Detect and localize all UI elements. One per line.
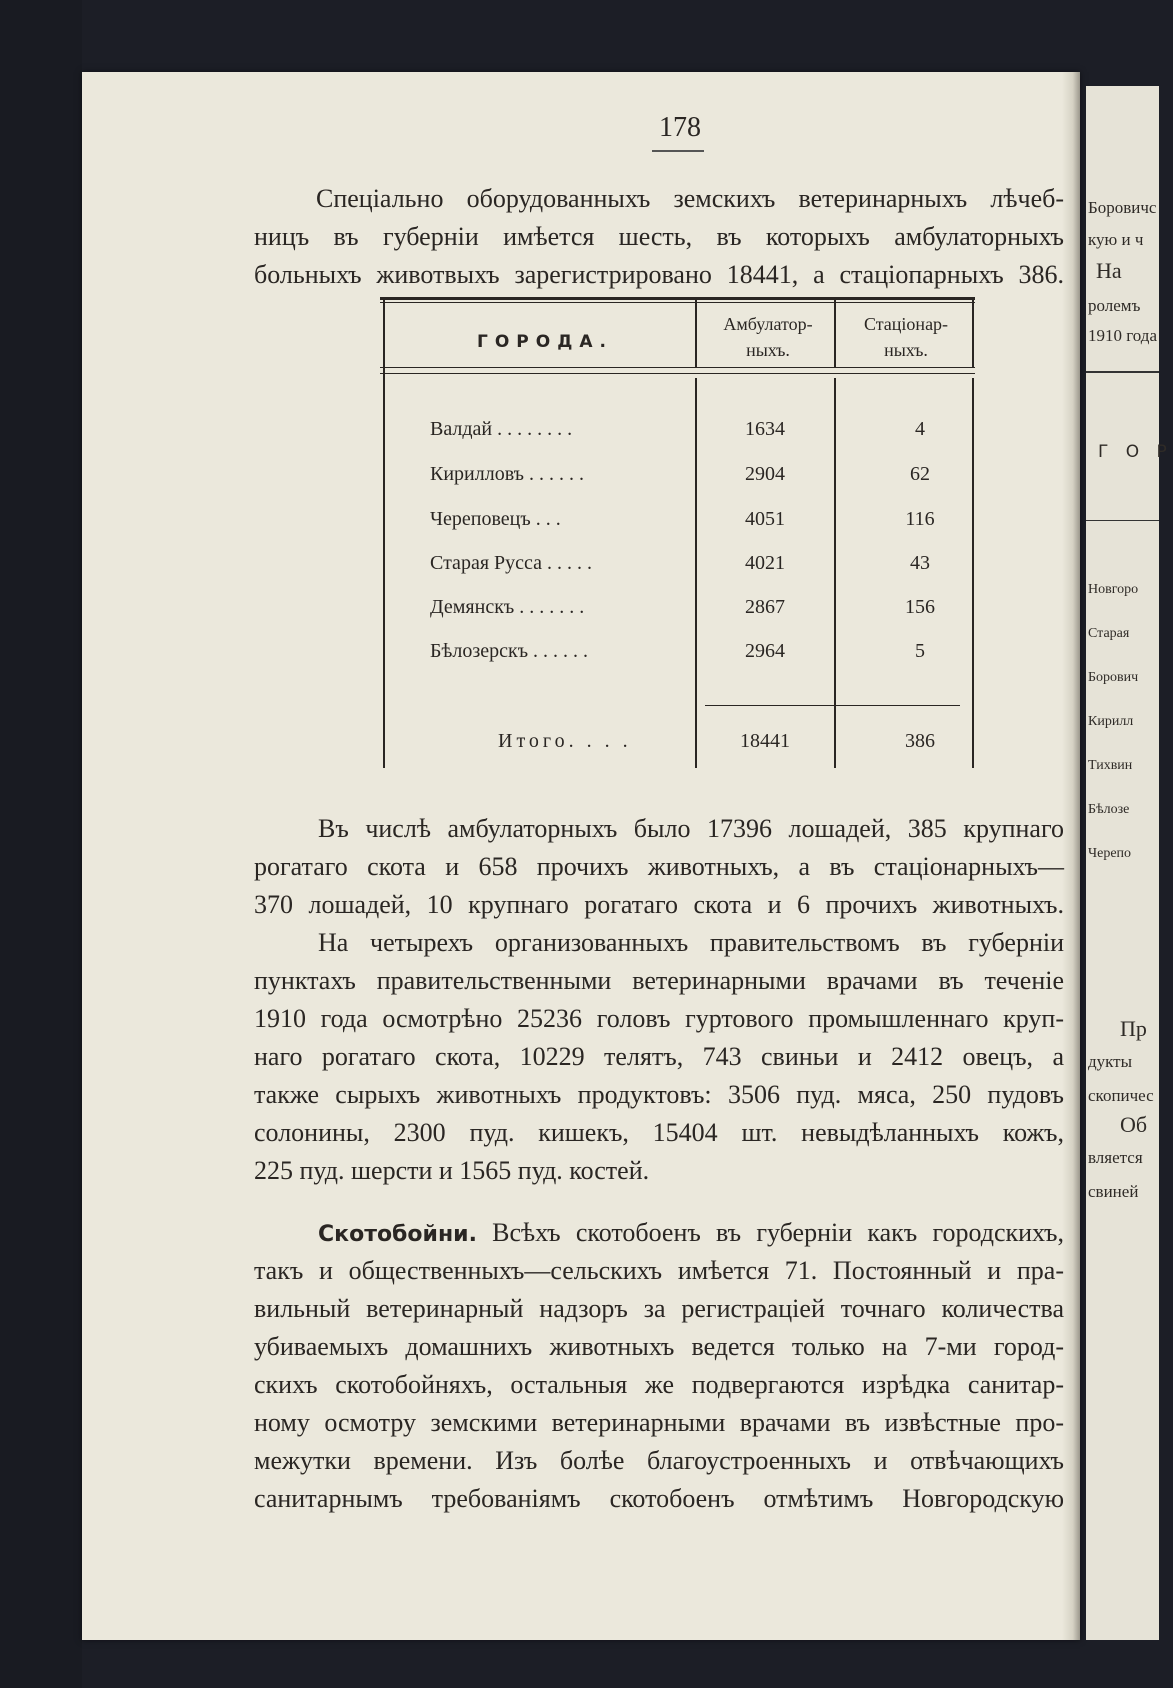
adjacent-text: Старая [1088, 626, 1130, 641]
stationary-count: 116 [905, 508, 935, 530]
adjacent-text: ролемъ [1088, 296, 1141, 315]
page-number-ornament [652, 150, 704, 152]
intro-line: ницъ въ губерніи имѣется шесть, въ которыхъ амбулаторныхъ [254, 222, 1064, 251]
section-title: Скотобойни. [318, 1222, 477, 1247]
adjacent-rule [1086, 520, 1159, 521]
paragraph-line: солонины, 2300 пуд. кишекъ, 15404 шт. невыдѣланныхъ кожъ, [254, 1118, 1064, 1147]
adjacent-text: 1910 года [1088, 326, 1158, 345]
paragraph-line: скихъ скотобойняхъ, остальныя же подвергаются изрѣдка санитар- [254, 1370, 1064, 1399]
adjacent-text: Черепо [1088, 846, 1132, 861]
city-name: Бѣлозерскъ . . . . . . [430, 640, 589, 662]
table-rule [380, 373, 975, 374]
paragraph-line: убиваемыхъ домашнихъ животныхъ ведется только на 7-ми город- [254, 1332, 1064, 1361]
adjacent-text: Тихвин [1088, 758, 1133, 773]
table-rule [380, 297, 975, 300]
paragraph-line: пунктахъ правительственными ветеринарными врачами въ теченіе [254, 966, 1064, 995]
ambulatory-count: 1634 [745, 418, 785, 440]
intro-line: Спеціально оборудованныхъ земскихъ ветеринарныхъ лѣчеб- [316, 184, 1064, 213]
header-ambulatory: Амбулатор- ныхъ. [723, 314, 813, 360]
adjacent-text: свиней [1088, 1182, 1139, 1201]
paragraph-line: 370 лошадей, 10 крупнаго рогатаго скота и 6 прочихъ животныхъ. [254, 890, 1064, 919]
paragraph-line: 225 пуд. шерсти и 1565 пуд. костей. [254, 1156, 650, 1185]
stationary-count: 62 [910, 463, 930, 485]
header-stationary: Стаціонар- ныхъ. [863, 314, 949, 360]
paragraph-line: межутки времени. Изъ болѣе благоустроенныхъ и отвѣчающихъ [254, 1446, 1064, 1475]
adjacent-text: кую и ч [1088, 230, 1144, 249]
ambulatory-count: 2867 [745, 596, 785, 618]
table-column-divider [695, 300, 697, 368]
city-name: Старая Русса . . . . . [430, 552, 593, 574]
city-name: Демянскъ . . . . . . . [430, 596, 585, 618]
paragraph-line: На четырехъ организованныхъ правительствомъ въ губерніи [318, 928, 1064, 957]
paragraph-line: Всѣхъ скотобоенъ въ губерніи какъ городскихъ, [492, 1218, 1064, 1247]
table-column-divider [834, 378, 836, 768]
adjacent-text: Кирилл [1088, 714, 1134, 729]
paragraph-line: наго рогатаго скота, 10229 телятъ, 743 свиньи и 2412 овецъ, а [254, 1042, 1064, 1071]
paragraph-line: санитарнымъ требованіямъ скотобоенъ отмѣтимъ Новгородскую [254, 1484, 1064, 1513]
paragraph-line: Въ числѣ амбулаторныхъ было 17396 лошадей, 385 крупнаго [318, 814, 1064, 843]
city-name: Валдай . . . . . . . . [430, 418, 573, 440]
header-cities: ГОРОДА. [477, 332, 613, 352]
adjacent-text: Г О Р [1098, 442, 1173, 462]
ambulatory-count: 2964 [745, 640, 785, 662]
adjacent-text: Пр [1120, 1016, 1147, 1041]
section-first-line [254, 1214, 1064, 1254]
adjacent-page [1086, 86, 1173, 1640]
adjacent-text: вляется [1088, 1148, 1143, 1167]
table-rule [705, 705, 960, 706]
paragraph-line: ному осмотру земскими ветеринарными врачами въ извѣстные про- [254, 1408, 1064, 1437]
adjacent-rule [1086, 371, 1159, 373]
page-gutter [1062, 72, 1080, 1640]
ambulatory-count: 4021 [745, 552, 785, 574]
total-stationary: 386 [905, 730, 935, 752]
city-name: Кирилловъ . . . . . . [430, 463, 584, 485]
stationary-count: 4 [915, 418, 925, 440]
paragraph-line: также сырыхъ животныхъ продуктовъ: 3506 пуд. мяса, 250 пудовъ [254, 1080, 1064, 1109]
adjacent-text: Борович [1088, 670, 1139, 685]
paragraph-line: вильный ветеринарный надзоръ за регистраціей точнаго количества [254, 1294, 1064, 1323]
adjacent-text: дукты [1088, 1052, 1133, 1071]
adjacent-text: На [1096, 258, 1122, 283]
page-number: 178 [659, 112, 701, 143]
intro-line: больныхъ животвыхъ зарегистрировано 18441, а стаціопарныхъ 386. [254, 260, 1064, 289]
table-column-divider [695, 378, 697, 768]
adjacent-text: Боровичс [1088, 198, 1157, 217]
adjacent-text: Бѣлозе [1088, 802, 1130, 817]
stationary-count: 43 [910, 552, 930, 574]
paragraph-line: 1910 года осмотрѣно 25236 головъ гуртового промышленнаго круп- [254, 1004, 1064, 1033]
stationary-count: 5 [915, 640, 925, 662]
total-ambulatory: 18441 [740, 730, 790, 752]
table-rule [380, 302, 975, 303]
stationary-count: 156 [905, 596, 935, 618]
table-rule [380, 367, 975, 368]
total-label: Итого. . . . [498, 730, 632, 752]
ambulatory-count: 4051 [745, 508, 785, 530]
ambulatory-count: 2904 [745, 463, 785, 485]
paragraph-line: такъ и общественныхъ—сельскихъ имѣется 71. Постоянный и пра- [254, 1256, 1064, 1285]
scan-background [0, 0, 82, 1688]
city-name: Череповецъ . . . [430, 508, 561, 530]
adjacent-text: Новгоро [1088, 582, 1139, 597]
adjacent-text: Об [1120, 1112, 1148, 1137]
paragraph-line: рогатаго скота и 658 прочихъ животныхъ, а въ стаціонарныхъ— [254, 852, 1064, 881]
adjacent-text: скопичес [1088, 1086, 1154, 1105]
table-border [383, 300, 385, 768]
